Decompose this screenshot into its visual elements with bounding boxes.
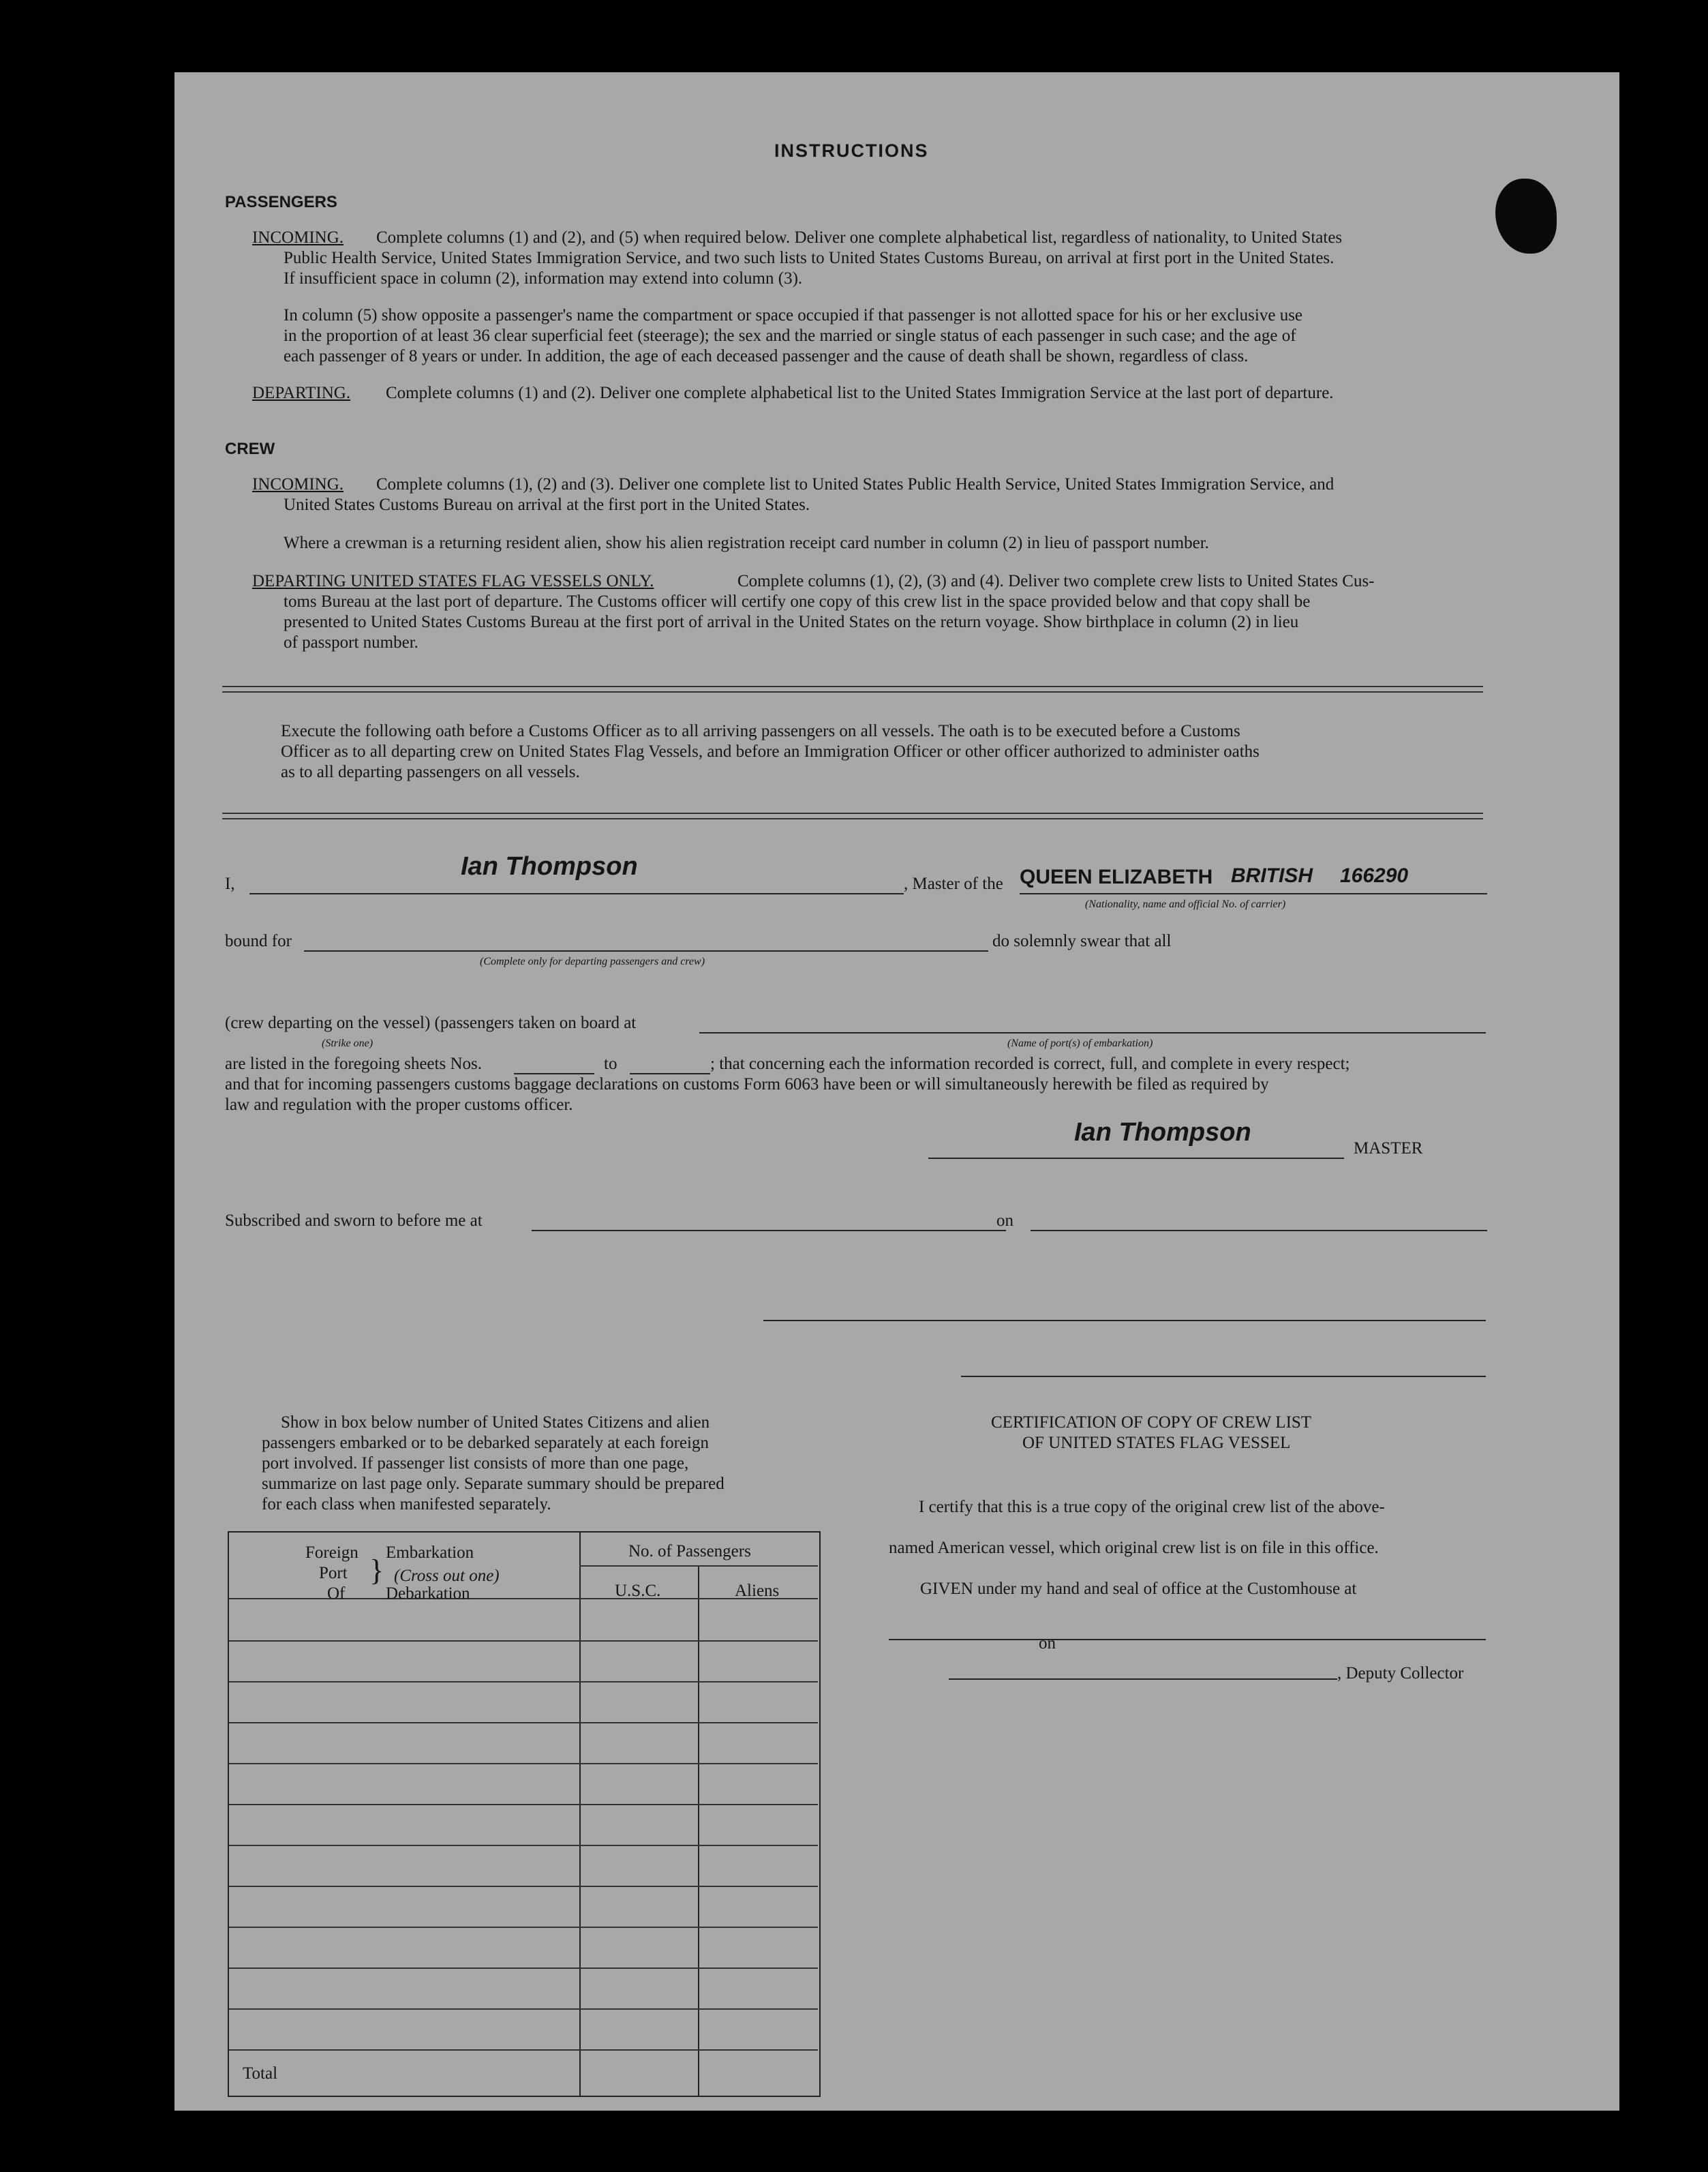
deputy-signature-line: [949, 1678, 1337, 1680]
subscribed-text: Subscribed and sworn to before me at: [225, 1211, 483, 1230]
crew-incoming-label: INCOMING.: [252, 475, 344, 494]
page-title: INSTRUCTIONS: [774, 140, 929, 161]
passengers-incoming-line3: If insufficient space in column (2), information may extend into column (3).: [284, 269, 803, 288]
crew-incoming-line2: United States Customs Bureau on arrival at the first port in the United States.: [284, 496, 810, 514]
officer-signature-line: [763, 1320, 1486, 1321]
table-divider: [579, 1531, 581, 2097]
certification-date-line: [1067, 1639, 1486, 1640]
passengers-departing-text: Complete columns (1) and (2). Deliver one complete alphabetical list to the United States Immigration Service at the last port of departure.: [386, 384, 1334, 402]
document-page: [174, 72, 1619, 2111]
table-divider: [229, 1886, 818, 1887]
table-divider: [229, 1722, 818, 1723]
master-of-label: , Master of the: [904, 875, 1003, 893]
master-label: MASTER: [1354, 1139, 1423, 1158]
oath-intro-line1: Execute the following oath before a Customs Officer as to all arriving passengers on all vessels. The oath is to be executed before a Customs: [281, 722, 1240, 740]
baggage-line1: and that for incoming passengers customs baggage declarations on customs Form 6063 have been or will simultaneously herewith be filed as required by: [225, 1075, 1269, 1093]
col-no-of-passengers: No. of Passengers: [628, 1542, 751, 1560]
table-divider: [229, 2008, 818, 2010]
table-divider: [579, 1565, 818, 1567]
passengers-departing-label: DEPARTING.: [252, 384, 351, 402]
deputy-collector-label: , Deputy Collector: [1337, 1664, 1464, 1683]
swear-text: do solemnly swear that all: [992, 932, 1172, 950]
certification-title-line2: OF UNITED STATES FLAG VESSEL: [1022, 1434, 1291, 1452]
listed-rest: ; that concerning each the information recorded is correct, full, and complete in every respect;: [710, 1055, 1350, 1073]
bound-for-label: bound for: [225, 932, 292, 950]
crew-incoming-line1: Complete columns (1), (2) and (3). Deliver one complete list to United States Public Health Service, United States Immigration Service, and: [376, 475, 1335, 494]
table-divider: [229, 1927, 818, 1928]
brace-icon: }: [369, 1554, 384, 1587]
summary-line2: passengers embarked or to be debarked separately at each foreign: [262, 1434, 709, 1452]
certify-line1: I certify that this is a true copy of the original crew list of the above-: [919, 1498, 1385, 1516]
total-label: Total: [243, 2064, 278, 2083]
resident-alien-note: Where a crewman is a returning resident alien, show his alien registration receipt card number in column (2) in lieu of passport number.: [284, 534, 1209, 552]
column5-line2: in the proportion of at least 36 clear superficial feet (steerage); the sex and the married or single status of each passenger in such case; and the age of: [284, 327, 1296, 345]
crew-departing-line3: presented to United States Customs Bureau at the first port of arrival in the United States on the return voyage. Show birthplace in column (2) in lieu: [284, 613, 1299, 631]
divider: [222, 813, 1483, 819]
vessel-nationality: BRITISH: [1231, 864, 1313, 887]
baggage-line2: law and regulation with the proper customs officer.: [225, 1096, 573, 1114]
summary-line3: port involved. If passenger list consists of more than one page,: [262, 1454, 689, 1473]
col-port: Port: [319, 1564, 348, 1582]
col-of: Of: [327, 1584, 346, 1603]
passenger-summary-table: [228, 1531, 821, 2097]
subscribed-on-text: on: [996, 1211, 1013, 1230]
master-signature-line: [928, 1158, 1344, 1159]
crew-departing-label: DEPARTING UNITED STATES FLAG VESSELS ONLY.: [252, 572, 654, 590]
table-divider: [229, 1598, 818, 1599]
oath-intro-line3: as to all departing passengers on all vessels.: [281, 763, 580, 781]
bound-for-caption: (Complete only for departing passengers and crew): [480, 956, 705, 967]
given-text: GIVEN under my hand and seal of office at the Customhouse at: [920, 1580, 1357, 1598]
passengers-incoming-line2: Public Health Service, United States Immigration Service, and two such lists to United States Customs Bureau, on arrival at first port in the United States.: [284, 249, 1335, 267]
master-name-line: [249, 893, 904, 894]
certify-line2: named American vessel, which original crew list is on file in this office.: [889, 1539, 1379, 1557]
table-divider: [229, 1967, 818, 1969]
table-divider: [229, 1763, 818, 1764]
master-countersignature: Ian Thompson: [1074, 1118, 1251, 1147]
col-foreign: Foreign: [305, 1543, 359, 1562]
passengers-heading: PASSENGERS: [225, 193, 337, 211]
crew-departing-line4: of passport number.: [284, 633, 418, 652]
crew-departing-text: (crew departing on the vessel) (passengers taken on board at: [225, 1014, 637, 1032]
vessel-name: QUEEN ELIZABETH: [1020, 866, 1213, 888]
table-divider: [229, 1845, 818, 1846]
master-signature: Ian Thompson: [461, 852, 638, 881]
to-text: to: [604, 1055, 617, 1073]
col-embarkation: Embarkation: [386, 1543, 474, 1562]
certification-title-line1: CERTIFICATION OF COPY OF CREW LIST: [991, 1413, 1312, 1432]
subscribed-place-line: [532, 1230, 1006, 1231]
table-divider: [229, 1681, 818, 1683]
summary-line5: for each class when manifested separately.: [262, 1495, 551, 1513]
oath-i-label: I,: [225, 875, 235, 893]
passengers-incoming-line1: Complete columns (1) and (2), and (5) when required below. Deliver one complete alphabetical list, regardless of nationality, to United States: [376, 228, 1343, 247]
divider: [222, 686, 1483, 693]
table-divider: [698, 1565, 699, 2097]
col-debarkation: Debarkation: [386, 1584, 470, 1603]
oath-intro-line2: Officer as to all departing crew on United States Flag Vessels, and before an Immigration Officer or other officer authorized to administer oaths: [281, 742, 1260, 761]
ports-caption: (Name of port(s) of embarkation): [1007, 1038, 1153, 1049]
vessel-official-number: 166290: [1340, 864, 1409, 887]
table-divider: [229, 1640, 818, 1642]
summary-line4: summarize on last page only. Separate summary should be prepared: [262, 1475, 725, 1493]
col-usc: U.S.C.: [615, 1582, 661, 1600]
col-cross-out: (Cross out one): [394, 1567, 500, 1585]
summary-line1: Show in box below number of United States Citizens and alien: [281, 1413, 710, 1432]
strike-one-caption: (Strike one): [322, 1038, 373, 1049]
subscribed-date-line: [1031, 1230, 1487, 1231]
punch-hole-mark: [1495, 179, 1557, 254]
col-aliens: Aliens: [735, 1582, 780, 1600]
crew-departing-line1: Complete columns (1), (2), (3) and (4). Deliver two complete crew lists to United States Cus-: [737, 572, 1375, 590]
column5-line1: In column (5) show opposite a passenger's name the compartment or space occupied if that passenger is not allotted space for his or her exclusive use: [284, 306, 1303, 325]
table-divider: [229, 2049, 818, 2051]
passengers-incoming-label: INCOMING.: [252, 228, 344, 247]
crew-heading: CREW: [225, 440, 275, 458]
column5-line3: each passenger of 8 years or under. In addition, the age of each deceased passenger and the cause of death shall be shown, regardless of class.: [284, 347, 1249, 365]
table-divider: [229, 1804, 818, 1805]
vessel-caption: (Nationality, name and official No. of carrier): [1085, 899, 1286, 910]
officer-title-line: [961, 1376, 1486, 1377]
certification-on-text: on: [1039, 1634, 1056, 1653]
listed-text: are listed in the foregoing sheets Nos.: [225, 1055, 482, 1073]
crew-departing-line2: toms Bureau at the last port of departure. The Customs officer will certify one copy of this crew list in the space provided below and that copy shall be: [284, 592, 1311, 611]
